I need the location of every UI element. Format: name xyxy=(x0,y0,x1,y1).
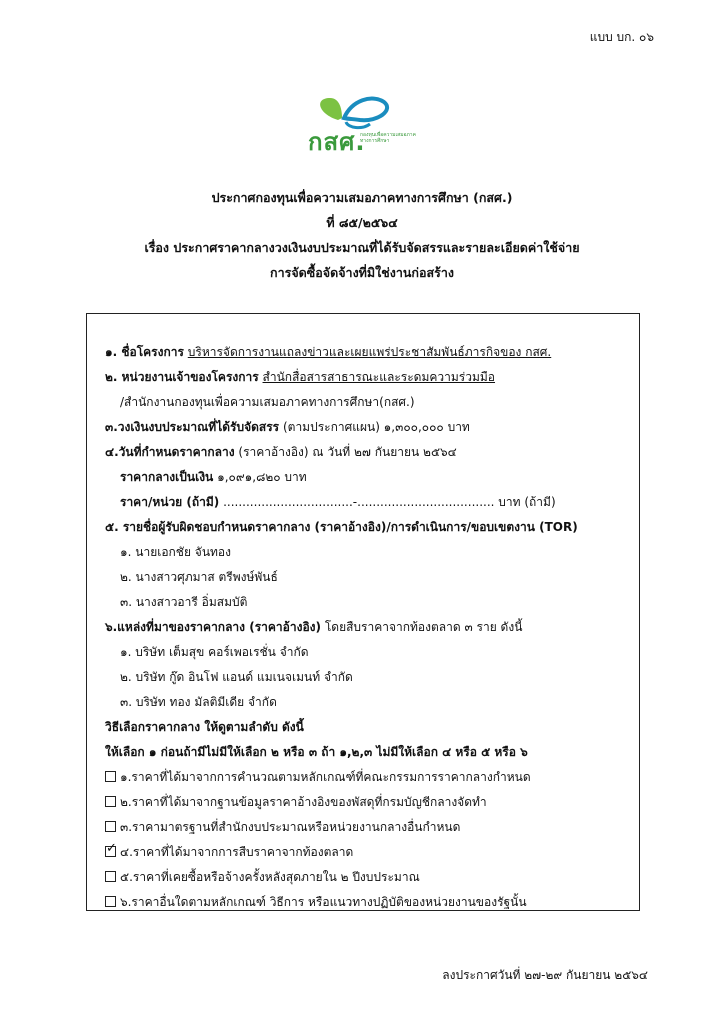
option-4-label: ๔.ราคาที่ได้มาจากการสืบราคาจากท้องตลาด xyxy=(120,845,354,859)
organization-logo xyxy=(308,92,418,154)
unitprice-label: ราคา/หน่วย (ถ้ามี) xyxy=(120,495,220,509)
option-2-checkbox[interactable] xyxy=(105,796,116,807)
option-5-label: ๕.ราคาที่เคยซื้อหรือจ้างครั้งหลังสุดภายใน ๒ ปีงบประมาณ xyxy=(120,870,420,884)
agency-row xyxy=(105,368,495,387)
method-rule xyxy=(105,743,528,762)
midprice-row xyxy=(120,468,307,487)
sources-label-rest: โดยสืบราคาจากท้องตลาด ๓ ราย ดังนี้ xyxy=(324,620,523,634)
responsible-person-2: ๒. นางสาวศุภมาส ตรีพงษ์พันธ์ xyxy=(120,570,278,584)
logo-text: กสศ. xyxy=(308,128,366,156)
project-row xyxy=(105,343,551,362)
option-5 xyxy=(105,868,420,887)
option-4 xyxy=(105,843,353,862)
source-company-1: ๑. บริษัท เต็มสุข คอร์เพอเรชั่น จำกัด xyxy=(120,645,309,659)
option-2 xyxy=(105,793,487,812)
agency-value: สำนักสื่อสารสาธารณะและระดมความร่วมมือ xyxy=(262,370,496,384)
option-5-checkbox[interactable] xyxy=(105,871,116,882)
method-rule-text: ให้เลือก ๑ ก่อนถ้ามีไม่มีให้เลือก ๒ หรือ ๓ ถ้า ๑,๒,๓ ไม่มีให้เลือก ๔ หรือ ๕ หรือ ๖ xyxy=(105,745,528,759)
agency-value-cont: /สำนักงานกองทุนเพื่อความเสมอภาคทางการศึกษา(กสศ.) xyxy=(120,395,415,409)
unitprice-row xyxy=(120,493,556,512)
sources-row xyxy=(105,618,522,637)
method-title xyxy=(105,718,304,737)
logo-subtitle: กองทุนเพื่อความเสมอภาคทางการศึกษา xyxy=(360,132,416,144)
announcement-subject-cont: การจัดซื้อจัดจ้างที่มิใช่งานก่อสร้าง xyxy=(270,265,454,280)
option-4-checkbox[interactable] xyxy=(105,846,116,857)
method-title-text: วิธีเลือกราคากลาง ให้ดูตามลำดับ ดังนี้ xyxy=(105,720,304,734)
unitprice-value: ..................................-.................................... บาท (ถ้ามี) xyxy=(223,495,556,509)
option-6 xyxy=(105,893,527,912)
date-value: (ราคาอ้างอิง) ณ วันที่ ๒๗ กันยายน ๒๕๖๔ xyxy=(238,445,457,459)
announcement-title: ประกาศกองทุนเพื่อความเสมอภาคทางการศึกษา (กสศ.) xyxy=(211,190,513,205)
announcement-number: ที่ ๘๕/๒๕๖๔ xyxy=(326,215,398,230)
responsible-person-1: ๑. นายเอกชัย จันทอง xyxy=(120,545,231,559)
option-3-label: ๓.ราคามาตรฐานที่สำนักงบประมาณหรือหน่วยงานกลางอื่นกำหนด xyxy=(120,820,461,834)
source-company-3: ๓. บริษัท ทอง มัลติมีเดีย จำกัด xyxy=(120,695,277,709)
form-code: แบบ บก. ๐๖ xyxy=(589,30,654,44)
option-6-label: ๖.ราคาอื่นใดตามหลักเกณฑ์ วิธีการ หรือแนวทางปฏิบัติของหน่วยงานของรัฐนั้น xyxy=(120,895,527,909)
date-label: ๔.วันที่กำหนดราคากลาง xyxy=(105,445,235,459)
option-1-checkbox[interactable] xyxy=(105,771,116,782)
midprice-value: ๑,๐๙๑,๘๒๐ บาท xyxy=(217,470,307,484)
budget-value: (ตามประกาศแผน) ๑,๓๐๐,๐๐๐ บาท xyxy=(282,420,470,434)
announcement-subject: เรื่อง ประกาศราคากลางวงเงินงบประมาณที่ได้รับจัดสรรและรายละเอียดค่าใช้จ่าย xyxy=(144,240,580,255)
responsible-label xyxy=(105,518,578,537)
option-3-checkbox[interactable] xyxy=(105,821,116,832)
option-3 xyxy=(105,818,460,837)
agency-label: ๒. หน่วยงานเจ้าของโครงการ xyxy=(105,370,259,384)
budget-label: ๓.วงเงินงบประมาณที่ได้รับจัดสรร xyxy=(105,420,280,434)
midprice-label: ราคากลางเป็นเงิน xyxy=(120,470,214,484)
source-company-2: ๒. บริษัท กู๊ด อินโฟ แอนด์ แมเนจเมนท์ จำกัด xyxy=(120,670,353,684)
announcement-date: ลงประกาศวันที่ ๒๗-๒๙ กันยายน ๒๕๖๔ xyxy=(442,968,648,982)
option-1 xyxy=(105,768,531,787)
date-row xyxy=(105,443,457,462)
responsible-label-text: ๕. รายชื่อผู้รับผิดชอบกำหนดราคากลาง (ราคาอ้างอิง)/การดำเนินการ/ขอบเขตงาน (TOR) xyxy=(105,520,578,534)
project-label: ๑. ชื่อโครงการ xyxy=(105,345,184,359)
option-6-checkbox[interactable] xyxy=(105,896,116,907)
option-2-label: ๒.ราคาที่ได้มาจากฐานข้อมูลราคาอ้างอิงของพัสดุที่กรมบัญชีกลางจัดทำ xyxy=(120,795,487,809)
project-value: บริหารจัดการงานแถลงข่าวและเผยแพร่ประชาสัมพันธ์ภารกิจของ กสศ. xyxy=(187,345,552,359)
option-1-label: ๑.ราคาที่ได้มาจากการคำนวณตามหลักเกณฑ์ที่คณะกรรมการราคากลางกำหนด xyxy=(120,770,531,784)
responsible-person-3: ๓. นางสาวอารี อิ่มสมบัติ xyxy=(120,595,248,609)
budget-row xyxy=(105,418,470,437)
sources-label: ๖.แหล่งที่มาของราคากลาง (ราคาอ้างอิง) xyxy=(105,620,321,634)
